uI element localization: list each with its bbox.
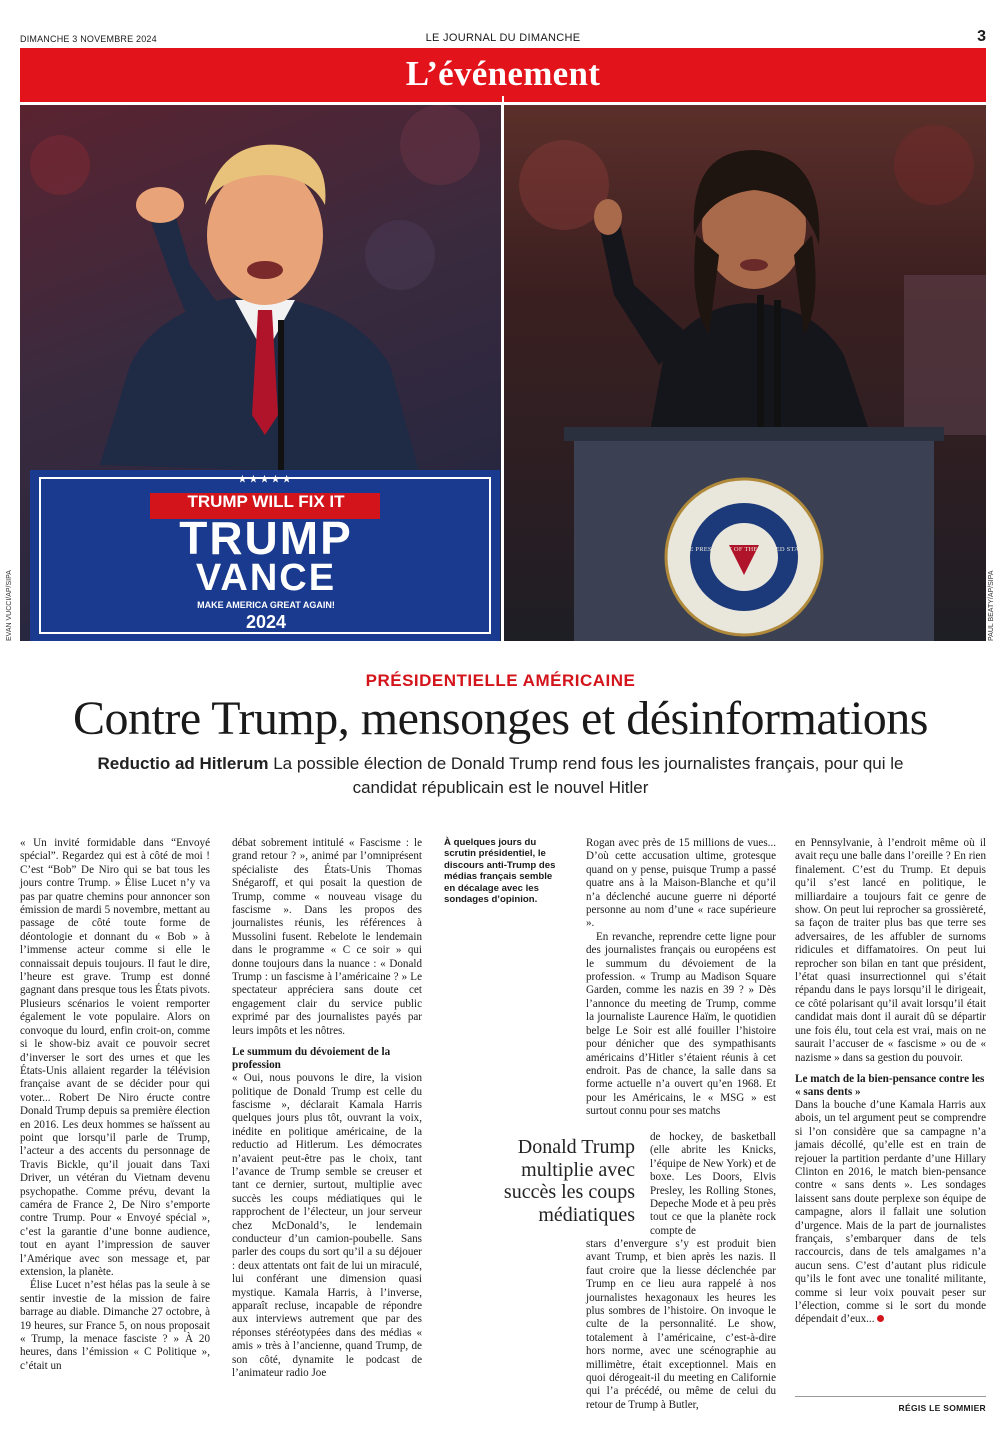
photo-trump-rally bbox=[20, 105, 501, 641]
photo-credit-right: PAUL BEATY/AP/SIPA bbox=[988, 570, 995, 641]
column-2-paragraph-1: débat sobrement intitulé « Fascisme : le grand retour ? », animé par l’omniprésent spécialiste des États-Unis Thomas Snégaroff, et qui posait la question de Trump, comme « nouveau visage du fascisme ». Dans les propos des journalistes réunis, les références à Mussolini fusent. Rebelote le lendemain dans le programme « C ce soir » qui donne toujours dans la nuance : « Donald Trump : un fascisme à l’américaine ? » Le spectateur appréciera sans doute cet engagement clair du service public exprimé par des journalistes payés par leurs impôts et les nôtres. bbox=[232, 837, 422, 1037]
podium-line-5: 2024 bbox=[245, 612, 287, 632]
article-kicker: PRÉSIDENTIELLE AMÉRICAINE bbox=[365, 671, 636, 690]
column-4-paragraph-3: de hockey, de basketball (elle abrite les Knicks, l’équipe de New York) et de boxe. Les Doors, Elvis Presley, les Rolling Stones, Depeche Mode et à peu près tout ce que la planète rock compte de bbox=[650, 1131, 776, 1237]
column-5-paragraph-2 bbox=[795, 1099, 986, 1327]
article-column-5 bbox=[795, 837, 986, 1327]
pull-quote: Donald Trump multiplie avec succès les coups médiatiques bbox=[503, 1136, 635, 1226]
podium-line-1: TRUMP WILL FIX IT bbox=[187, 492, 345, 511]
column-4-paragraph-1: Rogan avec près de 15 millions de vues... D’où cette accusation ultime, grotesque quand on y pense, puisque Trump a passé quatre ans à la Maison-Blanche et qu’il n’a déclenché aucune guerre ni déporté personne au nom d’une « race supérieure ». bbox=[586, 837, 776, 930]
page-number: 3 bbox=[977, 28, 986, 45]
issue-date: DIMANCHE 3 NOVEMBRE 2024 bbox=[20, 34, 157, 44]
column-4-paragraph-4: stars d’envergure s’y est produit bien avant Trump, et bien après les nazis. Il faut croire que la liesse déclenchée par Trump en ce lieu aura rappelé à nos journalistes hexagonaux les heures les plus sombres de l’histoire. On invoque le culte de la personnalité. Le show, totalement à l’américaine, c’est-à-dire hors norme, avec une scénographie au millimètre, était exceptionnel. Mais en quoi dérogeait-il du meeting en Californie qui l’a précédé, ou même de celui du retour de Trump à Butler, bbox=[586, 1238, 776, 1411]
podium-line-3: VANCE bbox=[195, 557, 337, 599]
section-banner bbox=[20, 48, 986, 102]
article-headline: Contre Trump, mensonges et désinformations bbox=[73, 692, 928, 745]
article-deck bbox=[90, 752, 911, 800]
column-1-paragraph-2: Élise Lucet n’est hélas pas la seule à se sentir investie de la mission de faire barrage au diable. Dimanche 27 octobre, à 19 heures, sur France 5, on nous proposait « Trump, la menace fasciste ? » À 20 heures, dans l’émission « C Politique », c’était un bbox=[20, 1279, 210, 1372]
article-column-4-wrap bbox=[650, 1131, 776, 1238]
section-title: L’événement bbox=[405, 54, 601, 93]
podium-seal-text: VICE PRESIDENT OF THE UNITED STATES bbox=[677, 546, 811, 553]
deck-lead: Reductio ad Hitlerum bbox=[97, 754, 269, 773]
intro-box bbox=[444, 837, 564, 905]
podium-sign bbox=[130, 467, 402, 633]
newspaper-name: LE JOURNAL DU DIMANCHE bbox=[425, 32, 581, 44]
harris-illustration bbox=[504, 105, 986, 641]
podium-line-4: MAKE AMERICA GREAT AGAIN! bbox=[197, 600, 335, 610]
article-column-4 bbox=[586, 837, 776, 1119]
page-header bbox=[20, 30, 986, 48]
article-column-2 bbox=[232, 837, 422, 1380]
end-mark-icon bbox=[877, 1315, 884, 1322]
photo-credit-left: EVAN VUCCI/AP/SIPA bbox=[6, 570, 13, 641]
column-5-subhead: Le match de la bien-pensance contre les « sans dents » bbox=[795, 1072, 985, 1098]
podium-line-2: TRUMP bbox=[179, 512, 353, 564]
banner-divider bbox=[502, 96, 504, 102]
podium-stars: ★★★★★ bbox=[238, 474, 294, 484]
deck-text: La possible élection de Donald Trump rend fous les journalistes français, pour qui le candidat républicain est le nouvel Hitler bbox=[268, 754, 904, 797]
intro-box-text: À quelques jours du scrutin présidentiel, le discours anti-Trump des médias français semble en décalage avec les sondages d’opinion. bbox=[444, 837, 556, 906]
column-2-subhead: Le summum du dévoiement de la profession bbox=[232, 1046, 391, 1072]
column-5-paragraph-1: en Pennsylvanie, à l’endroit même où il avait reçu une balle dans l’oreille ? En rien finalement. C’est du Trump. Et depuis qu’il s’est lancé en politique, le milliardaire a toujours fait ce genre de show. On peut lui reprocher sa grossièreté, sa façon de traiter plus bas que terre ses adversaires, de les affubler de surnoms ridicules et diffamatoires. On peut lui reprocher son bilan en tant que président, l’état quasi insurrectionnel qui s’était répandu dans le pays lorsqu’il le dirigeait, ce côté polarisant qu’il avait lorsqu’il était candidat mais dont il aurait dû se départir une fois élu, tout cela est vrai, mais on ne saurait l’accuser de « fascisme » ou de « nazisme » dans sa gestion du pouvoir. bbox=[795, 837, 986, 1064]
column-1-paragraph-1: « Un invité formidable dans “Envoyé spécial”. Regardez qui est à côté de moi ! C’est “Bob” De Niro qui se bat tous les jours contre Trump. » Élise Lucet n’y va pas par quatre chemins pour annoncer son émission de mardi 5 novembre, mettant au passage de côté toute forme de déontologie et donnant du « Bob » à l’immense acteur comme si elle le connaissait depuis toujours. Il faut le dire, l’heure est grave. Trump est donné gagnant dans presque tous les États pivots. Plusieurs scénarios le voient remporter également le vote populaire. Alors on convoque du lourd, enfin croit-on, comme si le show-biz avait ce pouvoir secret d’inverser le sort des urnes et que les États-Unis allaient regarder la télévision française avant de se décider pour qui voter... Robert De Niro éructe contre Donald Trump depuis sa première élection en 2016. Les deux hommes se haïssent au point que lorsqu’il parle de Trump, l’acteur a des accents du personnage de Travis Bickle, qu’il jouait dans Taxi Driver, un vétéran du Vietnam devenu psychopathe. Comme prévu, devant la caméra de France 2, De Niro s’emporte contre Trump. Pour « Envoyé spécial », c’est la garantie d’une bonne audience, tout en ayant l’impression de sauver l’Amérique avec son message et, par extension, la planète. bbox=[20, 837, 210, 1278]
column-2-paragraph-2: « Oui, nous pouvons le dire, la vision politique de Donald Trump est celle du fascisme », déclarait Kamala Harris quelques jours plus tôt, ouvrant la voix, inédite en politique américaine, de la reductio ad Hitlerum. Les démocrates n’avaient peut-être pas le choix, tant l’avance de Trump semble se creuser et tant ce dernier, surtout, multiplie avec succès les coups médiatiques qui le rapprochent de l’électeur, un jour serveur chez McDonald’s, le lendemain conducteur d’un camion-poubelle. Sans parler des coups du sort qu’il a su déjouer : deux attentats ont fait de lui un miraculé, lui conférant une dimension quasi mystique. Kamala Harris, à l’inverse, apparaît recluse, incapable de répondre aux interviews autrement que par des réponses stéréotypées dans des médias « amis » très à l’ancienne, quand Trump, de son côté, dynamite le podcast de l’animateur radio Joe bbox=[232, 1072, 422, 1380]
article-byline: RÉGIS LE SOMMIER bbox=[795, 1396, 986, 1413]
article-column-4-bottom bbox=[586, 1238, 776, 1412]
article-column-1 bbox=[20, 837, 210, 1373]
column-4-paragraph-2: En revanche, reprendre cette ligne pour des journalistes français ou européens est le summum du dévoiement de la profession. « Trump au Madison Square Garden, comme les nazis en 39 ? » Dès l’annonce du meeting de Trump, comme la journaliste Laurence Haïm, le quotidien belge Le Soir est allé fouiller l’histoire pour dénicher que des sympathisants américains d’Hitler s’étaient réunis à cet endroit. Pas de chance, la salle dans sa forme actuelle n’a ouvert qu’en 1968. Et pour les Américains, le « MSG » est surtout connu pour ses matchs bbox=[586, 930, 776, 1118]
photo-harris-rally bbox=[504, 105, 986, 641]
column-5-paragraph-2-text: Dans la bouche d’une Kamala Harris aux abois, un tel argument peut se comprendre si l’on considère que sa campagne n’a jamais décollé, qu’elle est en train de rejouer la partition perdante d’une Hillary Clinton en 2016, le match bien-pensance contre « sans dents ». Les sondages laissent sans doute perplexe son équipe de campagne, alors il fallait une solution d’urgence. Mais de la part de journalistes français, s’embarquer dans de tels raccourcis, dans de tels amalgames n’a aucun sens. C’est d’autant plus ridicule qu’ils le font avec une tonalité militante, comme si leur voix pouvait peser sur l’élection, comme si le sort du monde dépendait d’eux... bbox=[795, 1098, 986, 1326]
